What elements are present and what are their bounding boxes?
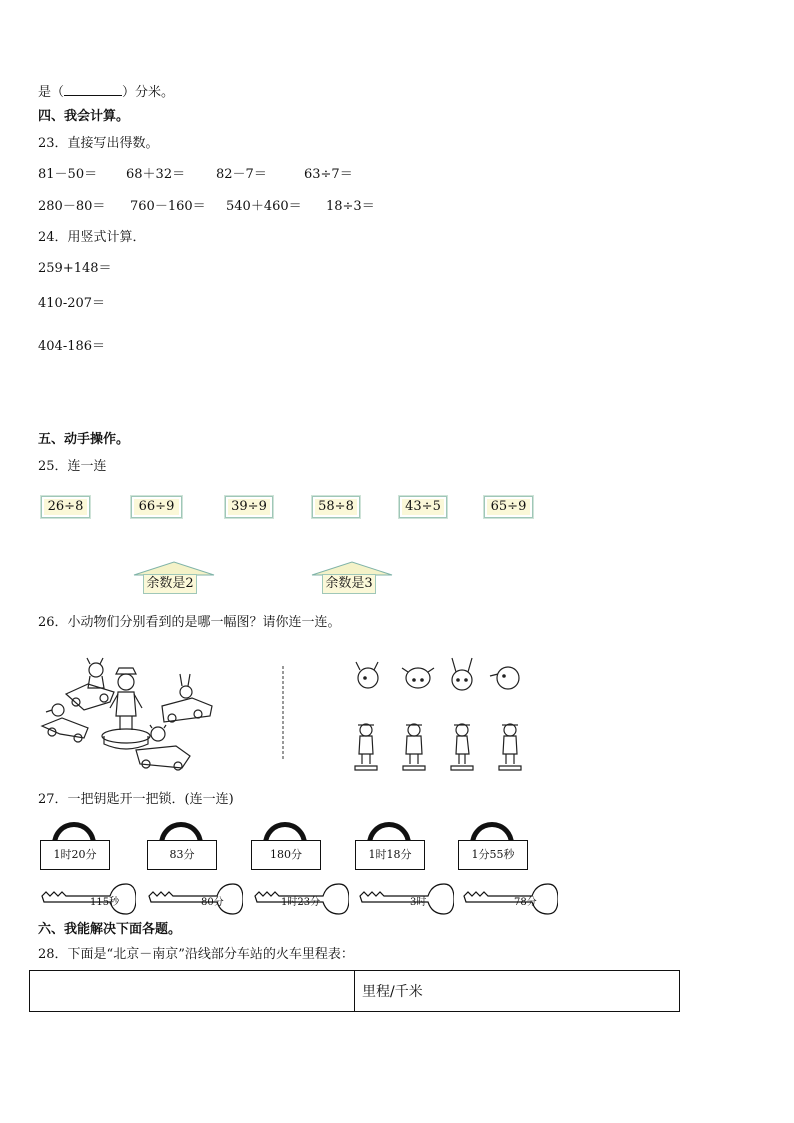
q23-item: 82－7＝ — [216, 167, 267, 182]
key-icon — [358, 882, 454, 916]
key-label: 115秒 — [90, 897, 120, 908]
division-box[interactable]: 65÷9 — [484, 496, 533, 518]
section-4-title: 四、我会计算。 — [38, 109, 130, 124]
lock[interactable] — [40, 822, 110, 872]
lock[interactable] — [458, 822, 528, 872]
q27-title: 27．一把钥匙开一把锁．(连一连) — [38, 792, 234, 807]
key-label: 80分 — [201, 897, 224, 908]
key-icon — [147, 882, 243, 916]
key-label: 1时23分 — [281, 897, 321, 908]
lock-label: 1时18分 — [355, 840, 425, 870]
key[interactable] — [253, 882, 349, 916]
table-row — [30, 971, 680, 1012]
q28-title: 28．下面是“北京－南京”沿线部分车站的火车里程表： — [38, 947, 354, 962]
key-icon — [462, 882, 558, 916]
q26-title: 26．小动物们分别看到的是哪一幅图？请你连一连。 — [38, 615, 341, 630]
q23-item: 68＋32＝ — [126, 167, 186, 182]
key-label: 3时 — [410, 897, 427, 908]
division-box[interactable]: 58÷8 — [312, 496, 360, 518]
key-icon — [40, 882, 136, 916]
key[interactable] — [462, 882, 558, 916]
division-box[interactable]: 66÷9 — [131, 496, 182, 518]
q24-item: 410-207＝ — [38, 296, 106, 311]
animals-scene-illustration — [38, 652, 538, 774]
division-box[interactable]: 26÷8 — [41, 496, 90, 518]
intro-after: ）分米。 — [122, 85, 175, 100]
division-box[interactable]: 43÷5 — [399, 496, 447, 518]
intro-line — [38, 84, 174, 101]
lock[interactable] — [355, 822, 425, 872]
q23-item: 18÷3＝ — [326, 199, 375, 214]
q24-item: 259+148＝ — [38, 261, 112, 276]
lock-label: 180分 — [251, 840, 321, 870]
table-header-cell: 里程/千米 — [355, 971, 680, 1012]
remainder-house[interactable]: 余数是2 — [143, 574, 197, 594]
lock[interactable] — [147, 822, 217, 872]
distance-table — [29, 970, 680, 1012]
q23-item: 280－80＝ — [38, 199, 106, 214]
lock[interactable] — [251, 822, 321, 872]
q23-item: 63÷7＝ — [304, 167, 353, 182]
key-label: 78分 — [514, 897, 537, 908]
q23-item: 760－160＝ — [130, 199, 206, 214]
q24-item: 404-186＝ — [38, 339, 106, 354]
key[interactable] — [147, 882, 243, 916]
lock-label: 83分 — [147, 840, 217, 870]
division-box[interactable]: 39÷9 — [225, 496, 273, 518]
key[interactable] — [40, 882, 136, 916]
lock-label: 1分55秒 — [458, 840, 528, 870]
lock-label: 1时20分 — [40, 840, 110, 870]
q23-item: 81－50＝ — [38, 167, 98, 182]
key[interactable] — [358, 882, 454, 916]
intro-before: 是（ — [38, 85, 65, 100]
table-header-cell — [30, 971, 355, 1012]
q23-title: 23．直接写出得数。 — [38, 136, 159, 151]
q24-title: 24．用竖式计算． — [38, 230, 146, 245]
remainder-house[interactable]: 余数是3 — [322, 574, 376, 594]
q23-item: 540＋460＝ — [226, 199, 302, 214]
section-5-title: 五、动手操作。 — [38, 432, 130, 447]
section-6-title: 六、我能解决下面各题。 — [38, 922, 182, 937]
q25-title: 25．连一连 — [38, 459, 107, 474]
answer-blank[interactable] — [64, 84, 122, 96]
